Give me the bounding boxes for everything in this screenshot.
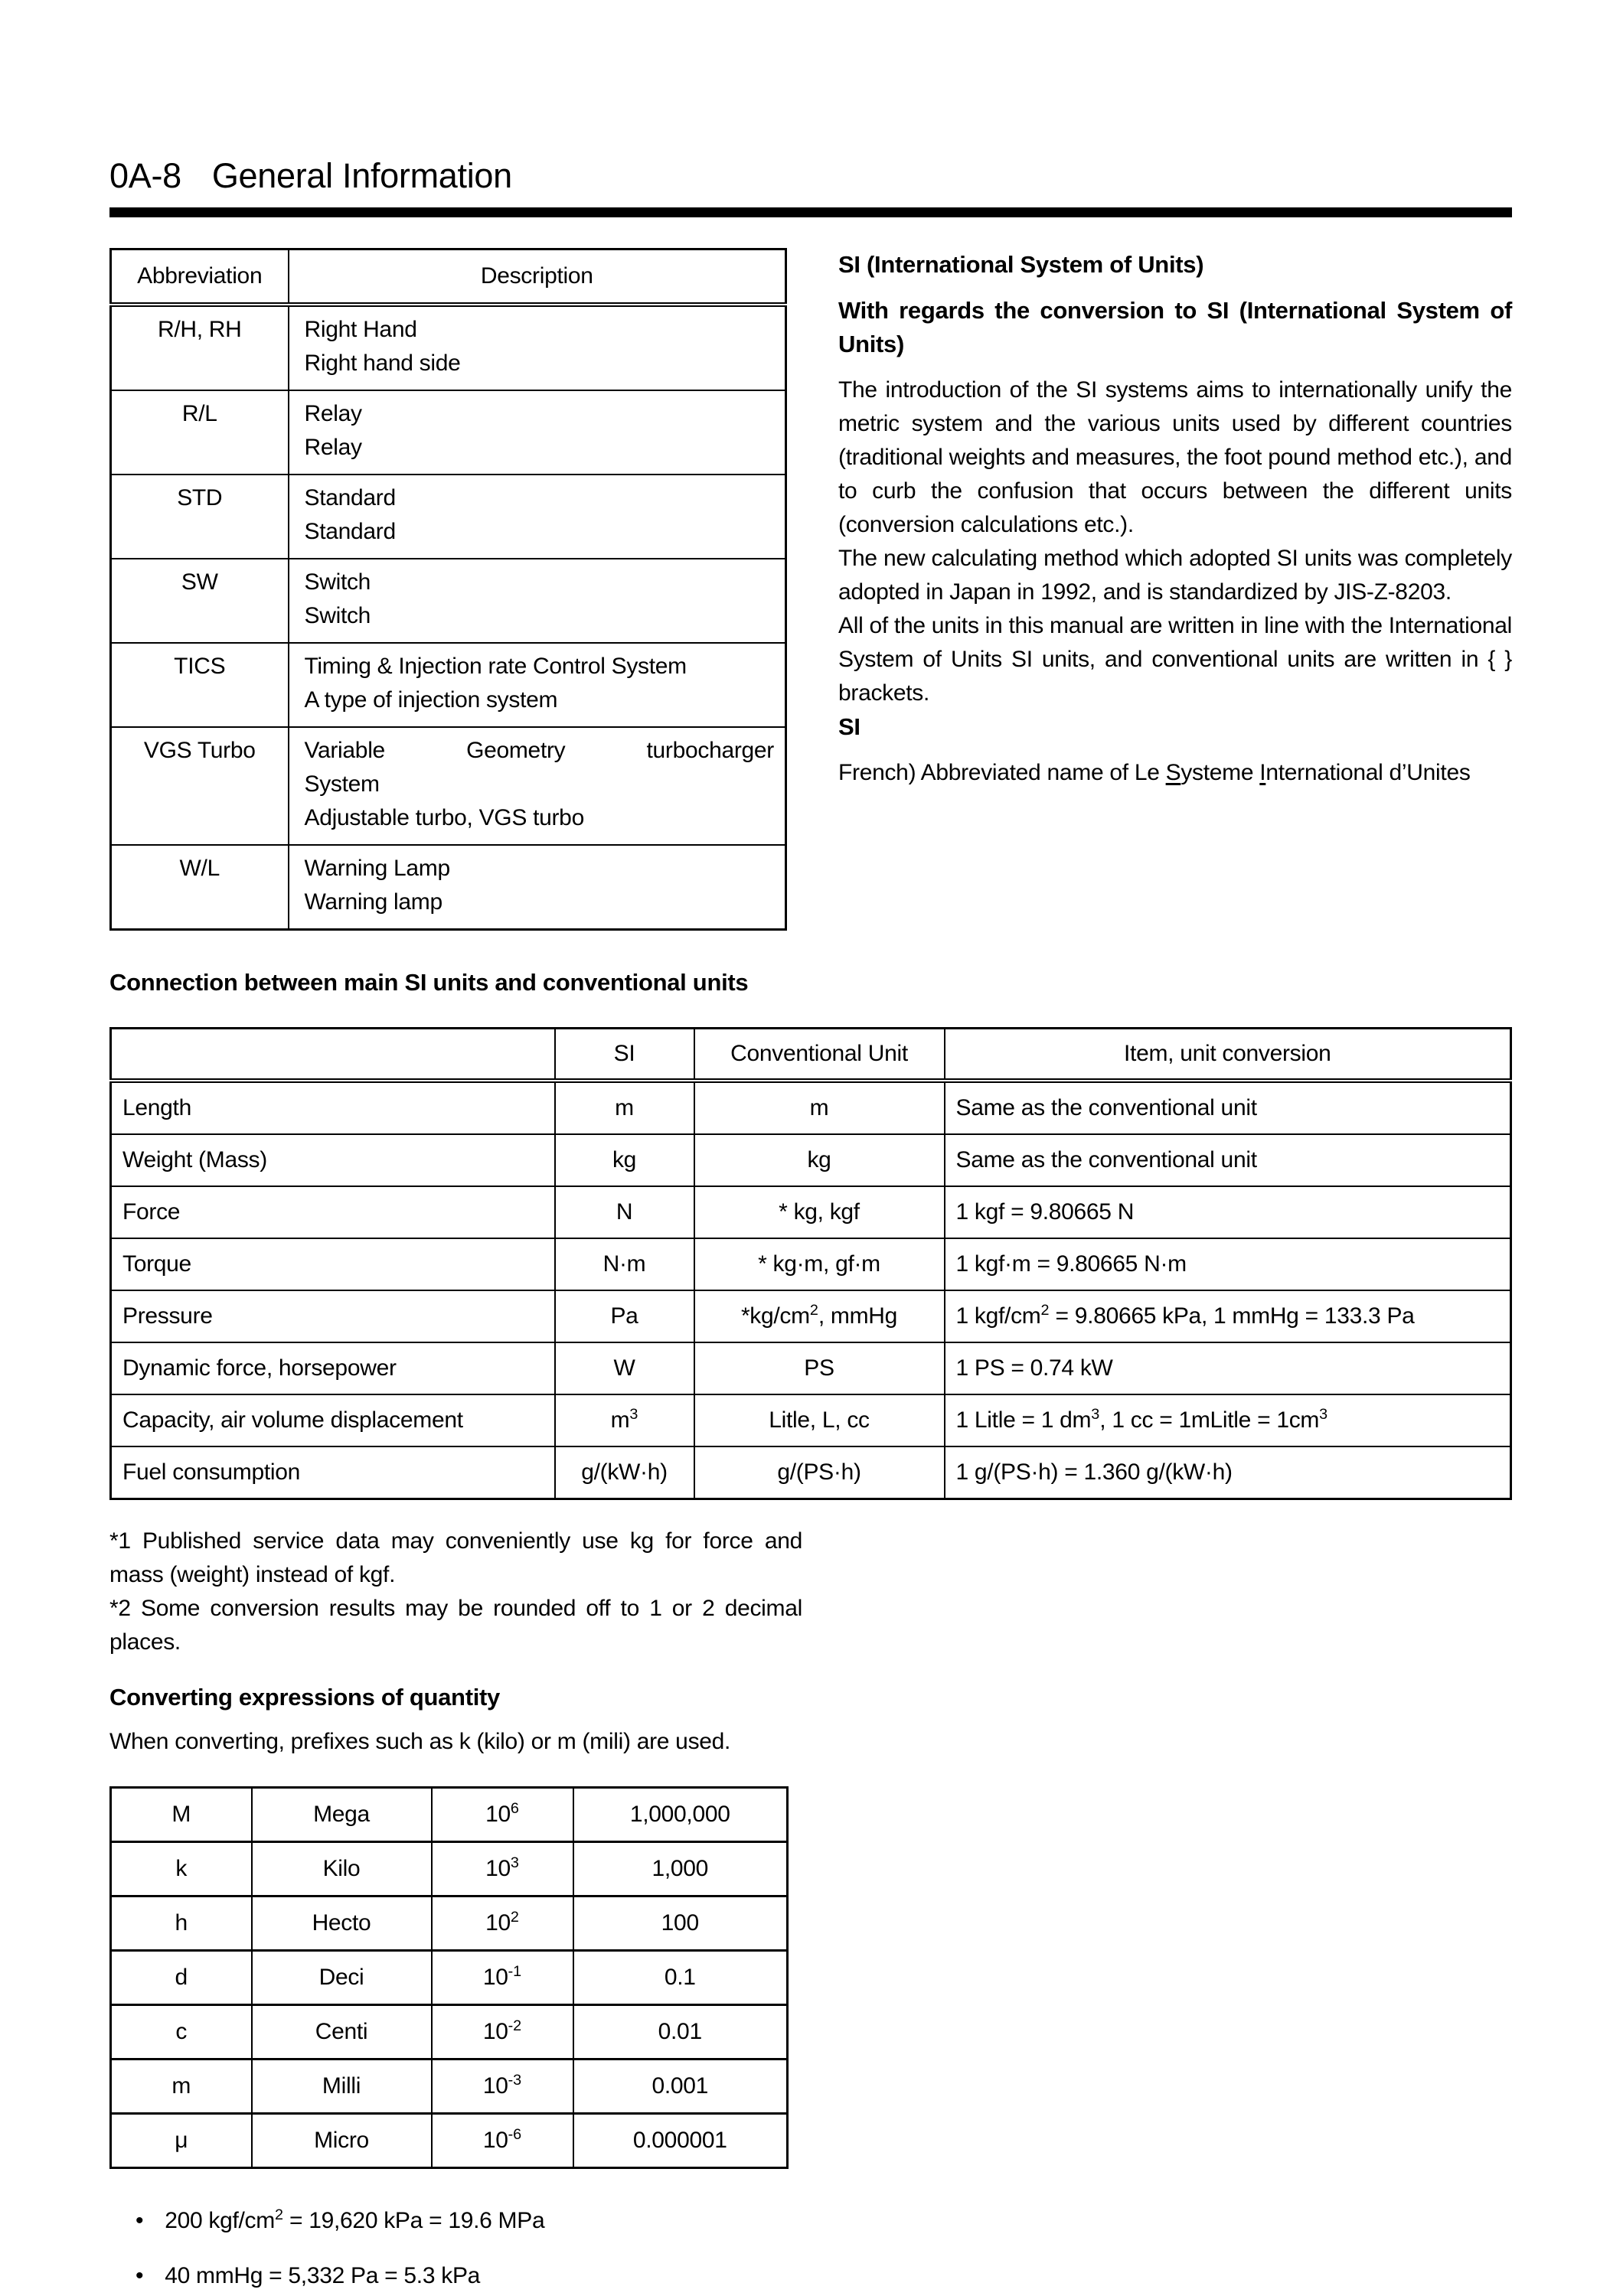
prefix-row [111,2005,788,2060]
si-unit-cell: $m^3$ [555,1394,694,1446]
conversion-row [111,1290,1511,1342]
prefix-name-cell: Micro [252,2114,432,2168]
description-word: Variable [304,738,385,763]
si-paragraph: The new calculating method which adopted SI units was completely adopted in Japan in 1992, and is standardized by JIS-Z-8203. [838,546,1512,605]
prefix-symbol-cell: c [111,2005,252,2060]
prefix-symbol-cell: h [111,1896,252,1951]
prefix-power-cell: $10^{-2}$ [432,2005,573,2060]
description-cell [289,475,786,559]
prefix-row [111,1896,788,1951]
prefix-table [109,1786,789,2169]
prefix-name-cell: Deci [252,1951,432,2005]
si-paragraph: The introduction of the SI systems aims to internationally unify the metric system and the various units used by different countries (traditional weights and measures, the foot pound method etc.), and to curb the confusion that occurs between the different units (conversion calculations etc.). [838,377,1512,537]
abbrev-row [111,559,786,643]
abbrev-cell: VGS Turbo [111,727,289,845]
description-cell [289,845,786,930]
prefix-name-cell: Mega [252,1788,432,1842]
prefix-row [111,1951,788,2005]
conventional-unit-cell: $*kg/cm^2$, mmHg [694,1290,945,1342]
unit-conversion-cell: 1 kgf/$cm^2 = 9.80665$ kPa, 1 mmHg = 133.3 Pa [945,1290,1511,1342]
description-line: Switch [304,603,371,628]
description-cell [289,727,786,845]
prefix-name-cell: Centi [252,2005,432,2060]
item-cell: Dynamic force, horsepower [111,1342,555,1394]
unit-conversion-cell: 1 Litle = 1 $dm^3$, 1 cc = 1mLitle = $1cm^3$ [945,1394,1511,1446]
prefix-power-cell: $10^3$ [432,1842,573,1896]
description-line: Relay [304,435,362,460]
abbrev-row [111,390,786,475]
conversion-row [111,1134,1511,1186]
prefix-symbol-cell: d [111,1951,252,2005]
prefix-value-cell: 100 [573,1896,788,1951]
item-cell: Force [111,1186,555,1238]
description-line: Right Hand [304,317,417,342]
abbrev-cell: STD [111,475,289,559]
description-cell [289,305,786,390]
description-cell [289,643,786,727]
prefix-value-cell: 0.1 [573,1951,788,2005]
conversion-examples [109,2204,1512,2293]
abbrev-header-row [111,249,786,305]
prefix-value-cell: 0.001 [573,2060,788,2114]
item-cell: Length [111,1081,555,1134]
item-cell: Capacity, air volume displacement [111,1394,555,1446]
converting-section-heading: Converting expressions of quantity [109,1684,500,1711]
description-word: Geometry [466,738,566,763]
converting-section-paragraph: When converting, prefixes such as k (kilo) or m (mili) are used. [109,1729,731,1754]
prefix-value-cell: 0.01 [573,2005,788,2060]
prefix-power-cell: $10^6$ [432,1788,573,1842]
description-cell [289,559,786,643]
abbreviation-table [109,248,787,931]
list-item [136,2259,1512,2293]
description-line: Right hand side [304,351,461,376]
prefix-power-cell: $10^{-1}$ [432,1951,573,2005]
unit-conversion-cell: 1 kgf·m = 9.80665 N·m [945,1238,1511,1290]
description-cell [289,390,786,475]
conventional-unit-cell: * kg, kgf [694,1186,945,1238]
abbrev-row [111,643,786,727]
prefix-row [111,1842,788,1896]
connection-section-heading: Connection between main SI units and conventional units [109,969,749,996]
description-line: Warning Lamp [304,856,450,881]
bullet-icon: • [136,2263,144,2288]
conventional-unit-cell: m [694,1081,945,1134]
conversion-row [111,1238,1511,1290]
abbrev-cell: R/L [111,390,289,475]
title-rule [109,207,1512,217]
prefix-symbol-cell: k [111,1842,252,1896]
unit-conversion-cell: 1 g/(PS·h) = 1.360 g/(kW·h) [945,1446,1511,1499]
description-column-header: Description [289,249,786,305]
prefix-symbol-cell: μ [111,2114,252,2168]
item-cell: Torque [111,1238,555,1290]
description-line: Relay [304,401,362,426]
si-paragraph: All of the units in this manual are written in line with the International System of Units SI units, and conventional units are written in { } brackets. [838,613,1512,706]
conventional-unit-column-header: Conventional Unit [694,1029,945,1081]
prefix-power-cell: $10^2$ [432,1896,573,1951]
abbrev-row [111,845,786,930]
prefix-name-cell: Kilo [252,1842,432,1896]
footnote-1: *1 Published service data may conveniently use kg for force and mass (weight) instead of kgf. [109,1528,802,1587]
prefix-symbol-cell: m [111,2060,252,2114]
prefix-value-cell: 1,000,000 [573,1788,788,1842]
list-item [136,2204,1512,2238]
si-abbreviation-description: French) Abbreviated name of Le Systeme International d’Unites [838,760,1471,785]
prefix-row [111,1788,788,1842]
page-code: 0A-8 [109,156,181,195]
prefix-row [111,2114,788,2168]
description-line: Standard [304,519,396,544]
conventional-unit-cell: PS [694,1342,945,1394]
si-unit-cell: g/(kW·h) [555,1446,694,1499]
footnotes [109,1525,802,1659]
abbrev-column-header: Abbreviation [111,249,289,305]
prefix-power-cell: $10^{-3}$ [432,2060,573,2114]
abbrev-row [111,727,786,845]
conversion-row [111,1186,1511,1238]
si-column-header: SI [555,1029,694,1081]
si-unit-cell: kg [555,1134,694,1186]
si-unit-cell: m [555,1081,694,1134]
prefix-row [111,2060,788,2114]
description-line: Timing & Injection rate Control System [304,654,687,679]
description-line: A type of injection system [304,687,558,713]
prefix-value-cell: 0.000001 [573,2114,788,2168]
si-section-subheading: With regards the conversion to SI (International System of Units) [838,297,1512,357]
description-justified-line [305,734,775,768]
conventional-unit-cell: kg [694,1134,945,1186]
two-column-region [109,248,1512,931]
prefix-name-cell: Milli [252,2060,432,2114]
item-cell: Fuel consumption [111,1446,555,1499]
prefix-symbol-cell: M [111,1788,252,1842]
abbrev-cell: R/H, RH [111,305,289,390]
example-text: 200 kgf/$cm^2 = 19,620$ kPa = 19.6 MPa [165,2206,545,2233]
item-column-header [111,1029,555,1081]
conversion-header-row [111,1029,1511,1081]
unit-conversion-cell: Same as the conventional unit [945,1134,1511,1186]
bullet-icon: • [136,2208,144,2233]
abbrev-row [111,305,786,390]
abbrev-cell: SW [111,559,289,643]
description-word: turbocharger [646,738,774,763]
description-line: Standard [304,485,396,510]
si-unit-cell: W [555,1342,694,1394]
conversion-row [111,1446,1511,1499]
page-title [109,157,1512,195]
footnote-2: *2 Some conversion results may be rounded off to 1 or 2 decimal places. [109,1596,802,1655]
description-line: Switch [304,569,371,595]
si-abbreviation-heading: SI [838,713,860,740]
unit-conversion-cell: 1 kgf = 9.80665 N [945,1186,1511,1238]
unit-conversion-cell: 1 PS = 0.74 kW [945,1342,1511,1394]
conventional-unit-cell: * kg·m, gf·m [694,1238,945,1290]
unit-conversion-column-header: Item, unit conversion [945,1029,1511,1081]
page-title-text: General Information [211,156,512,195]
conversion-row [111,1342,1511,1394]
page-header [109,157,1512,217]
abbrev-cell: TICS [111,643,289,727]
si-conversion-table [109,1027,1512,1500]
description-line: System [304,771,380,797]
unit-conversion-cell: Same as the conventional unit [945,1081,1511,1134]
si-unit-cell: Pa [555,1290,694,1342]
conventional-unit-cell: Litle, L, cc [694,1394,945,1446]
si-unit-cell: N [555,1186,694,1238]
item-cell: Pressure [111,1290,555,1342]
description-line: Adjustable turbo, VGS turbo [304,805,584,830]
conversion-row [111,1394,1511,1446]
prefix-name-cell: Hecto [252,1896,432,1951]
prefix-power-cell: $10^{-6}$ [432,2114,573,2168]
description-line: Warning lamp [304,889,442,915]
example-text: 40 mmHg = 5,332 Pa = 5.3 kPa [165,2263,481,2288]
conventional-unit-cell: g/(PS·h) [694,1446,945,1499]
prefix-value-cell: 1,000 [573,1842,788,1896]
si-section-heading: SI (International System of Units) [838,251,1204,278]
abbrev-cell: W/L [111,845,289,930]
conversion-row [111,1081,1511,1134]
abbrev-row [111,475,786,559]
item-cell: Weight (Mass) [111,1134,555,1186]
si-units-section [838,248,1512,790]
si-unit-cell: N·m [555,1238,694,1290]
